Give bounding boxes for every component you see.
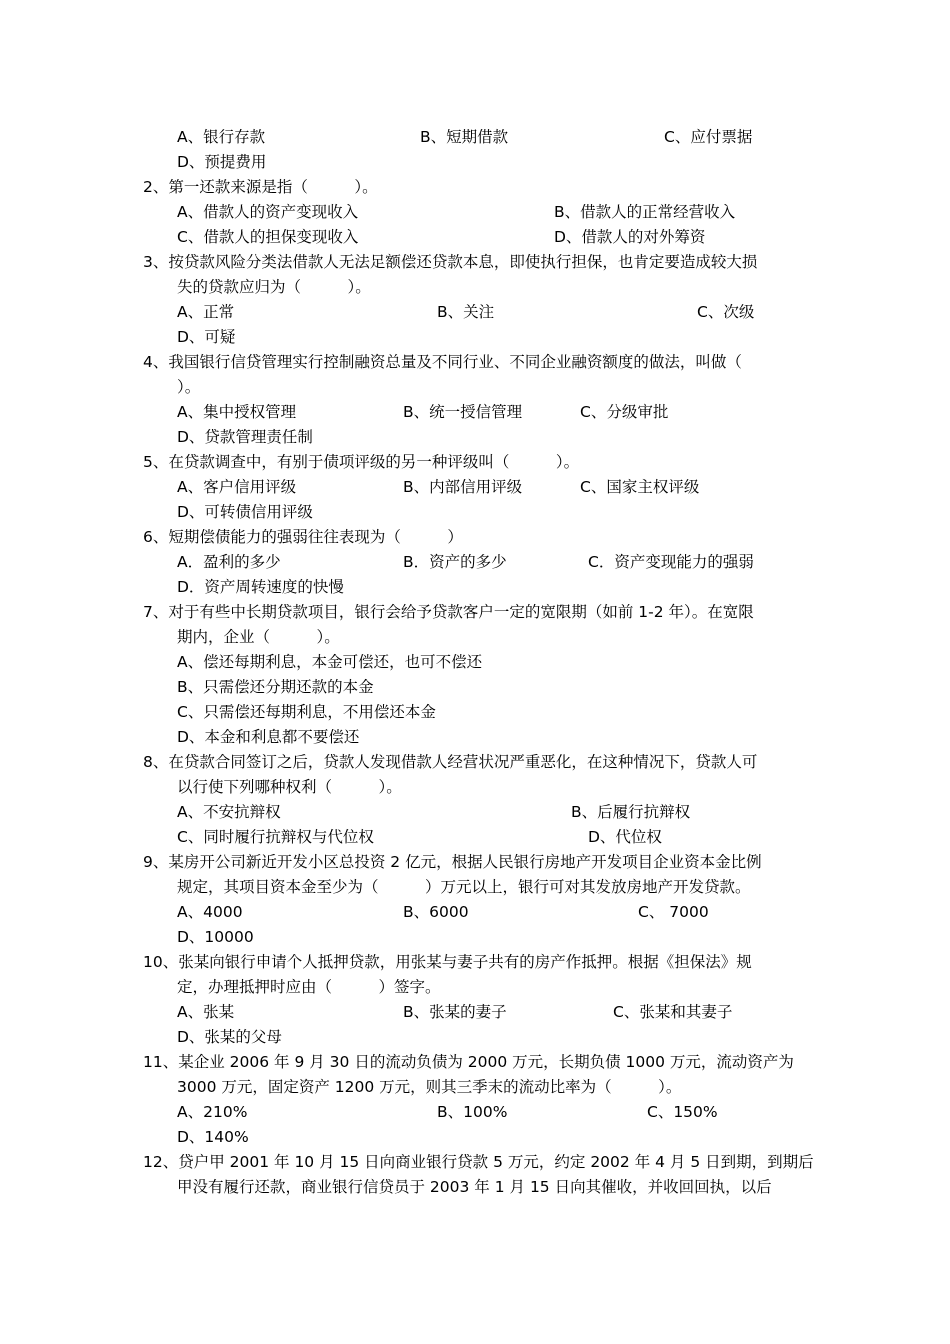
- q11-option-b: B、100%: [437, 1103, 508, 1121]
- q11-stem-line2: 3000 万元，固定资产 1200 万元，则其三季末的流动比率为（ ）。: [177, 1078, 682, 1096]
- q6-option-b: B．资产的多少: [403, 553, 507, 571]
- q4-option-d: D、贷款管理责任制: [177, 428, 313, 446]
- q2-option-d: D、借款人的对外筹资: [554, 228, 706, 246]
- q2-option-c: C、借款人的担保变现收入: [177, 228, 359, 246]
- q6-option-d: D．资产周转速度的快慢: [177, 578, 344, 596]
- q10-stem-line1: 10、张某向银行申请个人抵押贷款，用张某与妻子共有的房产作抵押。根据《担保法》规: [143, 953, 752, 971]
- q10-option-a: A、张某: [177, 1003, 235, 1021]
- q4-stem-line1: 4、我国银行信贷管理实行控制融资总量及不同行业、不同企业融资额度的做法，叫做（: [143, 353, 742, 371]
- q3-stem-line2: 失的贷款应归为（ ）。: [177, 278, 371, 296]
- q9-option-d: D、10000: [177, 928, 254, 946]
- q7-option-c: C、只需偿还每期利息，不用偿还本金: [177, 703, 436, 721]
- q3-option-b: B、关注: [437, 303, 495, 321]
- q5-option-d: D、可转债信用评级: [177, 503, 313, 521]
- q4-option-a: A、集中授权管理: [177, 403, 297, 421]
- q9-stem-line1: 9、某房开公司新近开发小区总投资 2 亿元，根据人民银行房地产开发项目企业资本金比例: [143, 853, 762, 871]
- q2-option-b: B、借款人的正常经营收入: [554, 203, 736, 221]
- q2-option-a: A、借款人的资产变现收入: [177, 203, 359, 221]
- q11-option-a: A、210%: [177, 1103, 248, 1121]
- q8-stem-line2: 以行使下列哪种权利（ ）。: [177, 778, 402, 796]
- q8-stem-line1: 8、在贷款合同签订之后，贷款人发现借款人经营状况严重恶化，在这种情况下，贷款人可: [143, 753, 758, 771]
- q8-option-a: A、不安抗辩权: [177, 803, 281, 821]
- q3-option-c: C、次级: [697, 303, 755, 321]
- q3-stem-line1: 3、按贷款风险分类法借款人无法足额偿还贷款本息，即使执行担保，也肯定要造成较大损: [143, 253, 758, 271]
- q7-option-b: B、只需偿还分期还款的本金: [177, 678, 374, 696]
- q3-option-d: D、可疑: [177, 328, 236, 346]
- q8-option-d: D、代位权: [588, 828, 662, 846]
- q7-option-d: D、本金和利息都不要偿还: [177, 728, 360, 746]
- q7-stem-line2: 期内，企业（ ）。: [177, 628, 340, 646]
- q12-stem-line2: 甲没有履行还款，商业银行信贷员于 2003 年 1 月 15 日向其催收，并收回回执，以后: [177, 1178, 772, 1196]
- q5-option-c: C、国家主权评级: [580, 478, 700, 496]
- q9-option-c: C、 7000: [638, 903, 709, 921]
- q8-option-b: B、后履行抗辩权: [571, 803, 691, 821]
- q1-option-c: C、应付票据: [664, 128, 753, 146]
- q10-option-b: B、张某的妻子: [403, 1003, 507, 1021]
- q10-option-c: C、张某和其妻子: [613, 1003, 733, 1021]
- q1-option-a: A、银行存款: [177, 128, 266, 146]
- q10-stem-line2: 定，办理抵押时应由（ ）签字。: [177, 978, 441, 996]
- q6-option-a: A．盈利的多少: [177, 553, 281, 571]
- q5-option-a: A、客户信用评级: [177, 478, 297, 496]
- q7-option-a: A、偿还每期利息，本金可偿还，也可不偿还: [177, 653, 483, 671]
- q11-option-c: C、150%: [647, 1103, 718, 1121]
- q6-stem: 6、短期偿债能力的强弱往往表现为（ ）: [143, 528, 463, 546]
- q8-option-c: C、同时履行抗辩权与代位权: [177, 828, 374, 846]
- q2-stem: 2、第一还款来源是指（ ）。: [143, 178, 378, 196]
- q11-option-d: D、140%: [177, 1128, 249, 1146]
- q6-option-c: C．资产变现能力的强弱: [588, 553, 754, 571]
- q3-option-a: A、正常: [177, 303, 235, 321]
- q7-stem-line1: 7、对于有些中长期贷款项目，银行会给予贷款客户一定的宽限期（如前 1-2 年）。在宽限: [143, 603, 754, 621]
- q1-option-b: B、短期借款: [420, 128, 509, 146]
- q4-option-c: C、分级审批: [580, 403, 669, 421]
- q5-option-b: B、内部信用评级: [403, 478, 523, 496]
- q4-option-b: B、统一授信管理: [403, 403, 523, 421]
- q10-option-d: D、张某的父母: [177, 1028, 282, 1046]
- q9-stem-line2: 规定，其项目资本金至少为（ ）万元以上，银行可对其发放房地产开发贷款。: [177, 878, 751, 896]
- q9-option-b: B、6000: [403, 903, 469, 921]
- q12-stem-line1: 12、贷户甲 2001 年 10 月 15 日向商业银行贷款 5 万元，约定 2002 年 4 月 5 日到期，到期后: [143, 1153, 814, 1171]
- q4-stem-line2: ）。: [177, 378, 201, 396]
- q5-stem: 5、在贷款调查中，有别于债项评级的另一种评级叫（ ）。: [143, 453, 580, 471]
- q11-stem-line1: 11、某企业 2006 年 9 月 30 日的流动负债为 2000 万元，长期负债 1000 万元，流动资产为: [143, 1053, 794, 1071]
- q9-option-a: A、4000: [177, 903, 243, 921]
- q1-option-d: D、预提费用: [177, 153, 267, 171]
